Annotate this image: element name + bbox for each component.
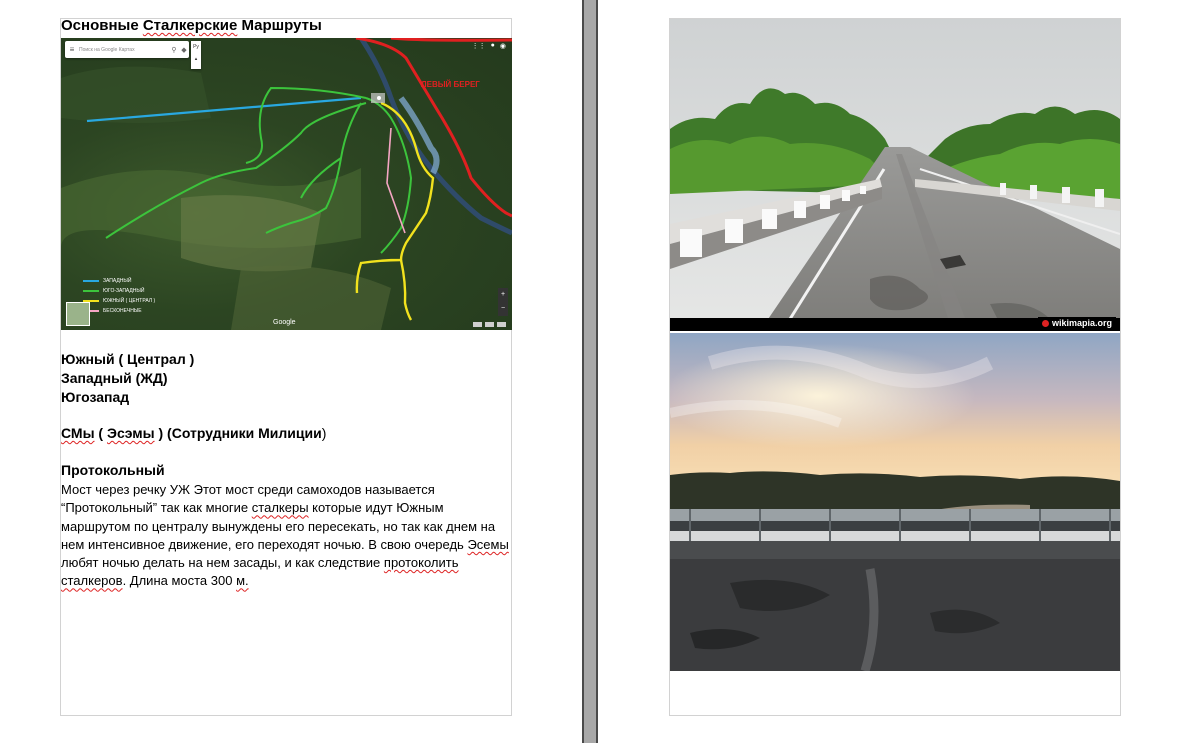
map-scale-icon [485,322,494,327]
paragraph-misspelled-word: Эсемы [467,536,509,552]
map-search-box[interactable] [65,41,189,58]
apps-grid-icon[interactable]: ⋮⋮ [471,43,486,50]
map-scale-icon [497,322,506,327]
legend-label: ЗАПАДНЫЙ [103,278,132,284]
heading-southwest-route: Югозапад [61,389,130,405]
map-top-right-controls [472,42,506,50]
bridge-road-photo [670,19,1120,331]
map-label-left-bank: ЛЕВЫЙ БЕРЕГ [421,80,480,89]
paragraph-text: Мост через речку УЖ Этот мост среди самоходов называется “Протокольный” так как многие [61,482,435,516]
legend-swatch [83,280,99,282]
heading-protocol-bridge: Протокольный [61,462,165,478]
directions-icon[interactable]: ◆ [181,46,187,54]
paragraph-misspelled-word: сталкеров [61,573,123,589]
bridge-description-paragraph [61,481,511,591]
paragraph-misspelled-word: протоколить [383,555,459,571]
heading-militia-part: ) [321,425,327,441]
heading-south-route: Южный ( Централ ) [61,351,195,367]
map-satellite-toggle[interactable] [66,302,90,326]
google-logo: Google [273,319,296,326]
heading-militia-part: Эсэмы [107,425,155,441]
title-part: Основные [61,17,143,34]
notifications-icon[interactable]: ● [490,42,495,49]
map-legend [83,276,155,316]
heading-militia [61,425,326,441]
map-layer-label: Ру [193,44,199,50]
paragraph-text: . Длина моста 300 [122,573,237,589]
title-part-misspelled: Сталкерские [142,17,238,34]
legend-label: ЮГО-ЗАПАДНЫЙ [103,288,145,294]
map-footer-controls [473,322,506,327]
legend-label: ЮЖНЫЙ ( ЦЕНТРАЛ ) [103,298,156,304]
paragraph-misspelled-word: м. [236,573,249,589]
map-zoom-control[interactable]: + − [498,288,508,316]
menu-icon[interactable]: ≡ [69,45,75,54]
legend-label: БЕСКОНЕЧНЫЕ [103,308,142,314]
wikimapia-logo-icon [1042,320,1049,327]
title-part: Маршруты [237,17,322,34]
document-page-right [669,18,1121,716]
map-scale-icon [473,322,482,327]
paragraph-misspelled-word: сталкеры [251,500,309,516]
heading-west-route: Западный (ЖД) [61,370,168,386]
document-title [61,17,322,34]
wikimapia-watermark-text: wikimapia.org [1051,318,1112,328]
heading-militia-part: ( [94,425,107,441]
legend-item [83,296,155,306]
heading-militia-part: СМы [61,425,95,441]
routes-map-image [61,38,512,330]
paragraph-text: любят ночью делать на нем засады, и как следствие [61,555,384,571]
document-page-left [60,18,512,716]
account-avatar-icon[interactable]: ◉ [499,43,506,50]
wikimapia-watermark [1038,317,1116,329]
paragraph-text: которые идут Южным маршрутом по централу вынуждены его пересекать, но так как днем на нем интенсивное движение, его переходят ночью. В свою очередь [61,500,496,552]
bridge-sunset-photo [670,333,1120,671]
heading-militia-part: ) (Сотрудники Милиции [154,425,322,441]
legend-item [83,276,155,286]
legend-item [83,286,155,296]
map-layer-control[interactable]: Ру ▴ [191,41,201,69]
search-icon[interactable]: ⚲ [171,46,177,54]
legend-item [83,306,155,316]
page-divider[interactable] [582,0,598,743]
map-search-placeholder: Поиск на Google Картах [79,46,135,53]
legend-swatch [83,290,99,292]
